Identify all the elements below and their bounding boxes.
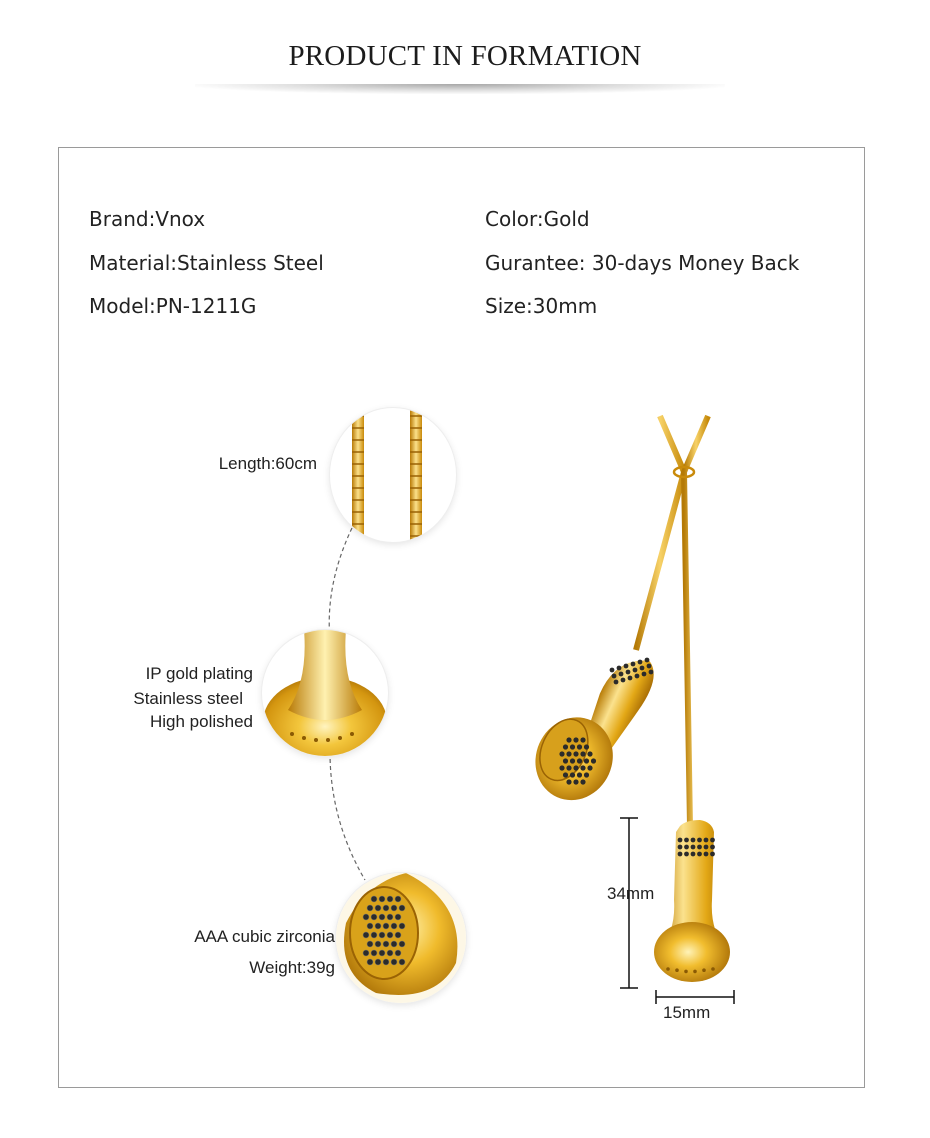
zirconia-stone bbox=[591, 758, 596, 763]
spec-brand: Brand:Vnox bbox=[89, 207, 206, 231]
zirconia-stone bbox=[566, 779, 571, 784]
zirconia-stone bbox=[631, 662, 636, 667]
zirconia-stone bbox=[645, 658, 650, 663]
zirconia-stone bbox=[577, 744, 582, 749]
zirconia-stone bbox=[559, 765, 564, 770]
length-label: Length:60cm bbox=[218, 454, 317, 473]
zirconia-stone bbox=[563, 744, 568, 749]
cup-dot bbox=[666, 967, 670, 971]
zirconia-stone bbox=[566, 737, 571, 742]
zirconia-stone bbox=[684, 838, 689, 843]
zirconia-stone bbox=[580, 779, 585, 784]
zirconia-stone bbox=[612, 674, 617, 679]
height-dimension-label: 34mm bbox=[607, 884, 655, 903]
zirconia-stone bbox=[624, 664, 629, 669]
zirconia-stone bbox=[710, 838, 715, 843]
spec-guarantee: Gurantee: 30-days Money Back bbox=[485, 251, 800, 275]
spec-material: Material:Stainless Steel bbox=[89, 251, 324, 275]
zirconia-stone bbox=[617, 666, 622, 671]
zirconia-stone bbox=[559, 751, 564, 756]
zirconia-stone bbox=[704, 852, 709, 857]
cup-dot bbox=[693, 970, 697, 974]
zirconia-stone bbox=[638, 660, 643, 665]
zirconia-stone bbox=[697, 838, 702, 843]
zirconia-stone bbox=[573, 779, 578, 784]
plating-label-3: High polished bbox=[149, 712, 253, 731]
zirconia-stone bbox=[573, 765, 578, 770]
zirconia-stone bbox=[691, 845, 696, 850]
stones-label: AAA cubic zirconia bbox=[194, 927, 335, 946]
zirconia-stone bbox=[566, 765, 571, 770]
zirconia-stone bbox=[697, 845, 702, 850]
plating-label-1: IP gold plating bbox=[145, 664, 253, 683]
zirconia-stone bbox=[649, 670, 654, 675]
spec-color: Color:Gold bbox=[485, 207, 590, 231]
page-title: PRODUCT IN FORMATION bbox=[288, 40, 642, 72]
zirconia-stone bbox=[635, 674, 640, 679]
zirconia-stone bbox=[684, 852, 689, 857]
zirconia-stone bbox=[640, 666, 645, 671]
zirconia-stone bbox=[678, 845, 683, 850]
cup-dot bbox=[684, 970, 688, 974]
cup-dot bbox=[711, 967, 715, 971]
plating-label-2: Stainless steel bbox=[133, 689, 243, 708]
zirconia-stone bbox=[584, 758, 589, 763]
zirconia-stone bbox=[619, 672, 624, 677]
zirconia-stone bbox=[626, 670, 631, 675]
zirconia-stone bbox=[563, 772, 568, 777]
zirconia-stone bbox=[691, 838, 696, 843]
zirconia-stone bbox=[642, 672, 647, 677]
zirconia-stone bbox=[563, 758, 568, 763]
zirconia-stone bbox=[647, 664, 652, 669]
zirconia-stone bbox=[704, 845, 709, 850]
spec-model: Model:PN-1211G bbox=[89, 294, 257, 318]
zirconia-stone bbox=[580, 765, 585, 770]
zirconia-stone bbox=[577, 772, 582, 777]
zirconia-stone bbox=[570, 758, 575, 763]
zirconia-stone bbox=[704, 838, 709, 843]
zirconia-stone bbox=[678, 838, 683, 843]
zirconia-stone bbox=[587, 765, 592, 770]
zirconia-stone bbox=[697, 852, 702, 857]
zirconia-stone bbox=[584, 772, 589, 777]
cup-dot bbox=[675, 968, 679, 972]
zirconia-stone bbox=[610, 668, 615, 673]
cup-dot bbox=[702, 968, 706, 972]
zirconia-stone bbox=[577, 758, 582, 763]
zirconia-stone bbox=[678, 852, 683, 857]
weight-label: Weight:39g bbox=[249, 958, 335, 977]
zirconia-stone bbox=[580, 737, 585, 742]
zirconia-stone bbox=[566, 751, 571, 756]
zirconia-stone bbox=[691, 852, 696, 857]
zirconia-stone bbox=[573, 751, 578, 756]
width-dimension-label: 15mm bbox=[663, 1003, 711, 1022]
zirconia-stone bbox=[633, 668, 638, 673]
zirconia-stone bbox=[580, 751, 585, 756]
zirconia-stone bbox=[614, 680, 619, 685]
zirconia-stone bbox=[570, 772, 575, 777]
zirconia-stone bbox=[628, 676, 633, 681]
zirconia-stone bbox=[570, 744, 575, 749]
zirconia-stone bbox=[573, 737, 578, 742]
zirconia-stone bbox=[587, 751, 592, 756]
zirconia-stone bbox=[684, 845, 689, 850]
zirconia-stone bbox=[710, 845, 715, 850]
spec-size: Size:30mm bbox=[485, 294, 598, 318]
zirconia-stone bbox=[621, 678, 626, 683]
zirconia-stone bbox=[584, 744, 589, 749]
zirconia-stone bbox=[710, 852, 715, 857]
